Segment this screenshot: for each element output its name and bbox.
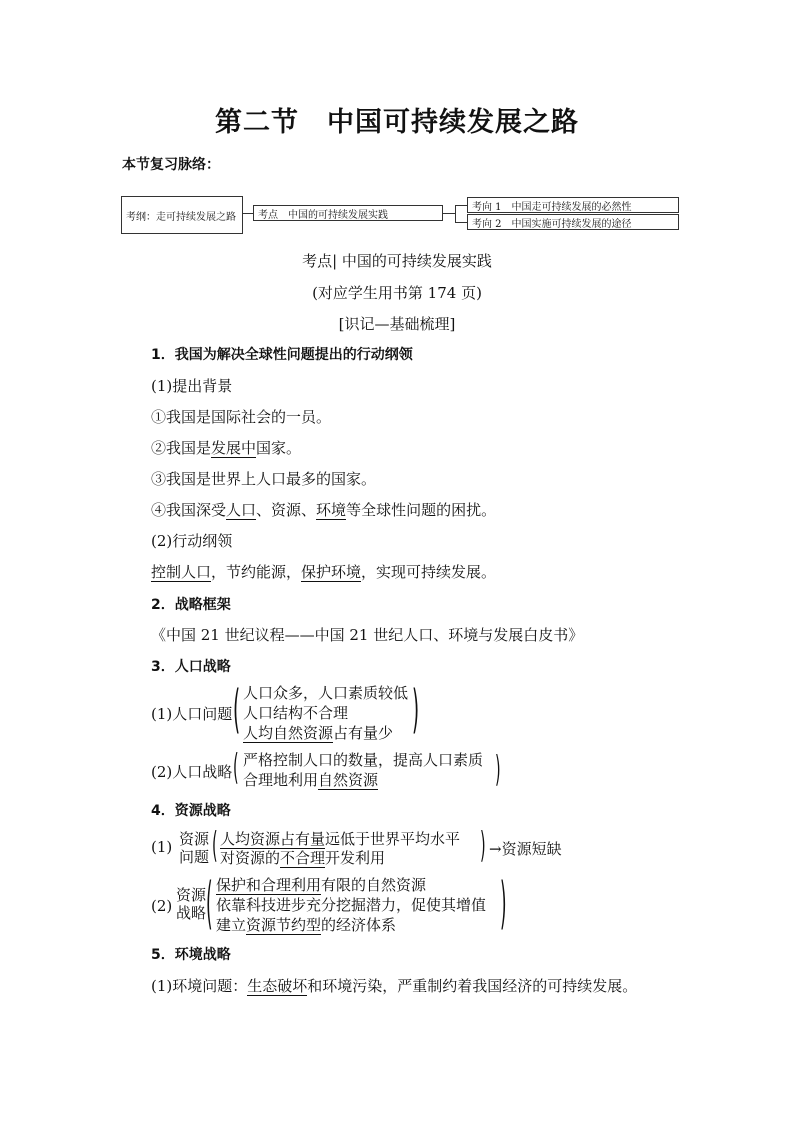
s4-label-2a: 资源 bbox=[176, 886, 207, 904]
diagram-connector bbox=[243, 213, 253, 214]
s3-problem-2: 人口结构不合理 bbox=[243, 704, 349, 722]
s4-problem-2 bbox=[220, 847, 385, 868]
text: ，实现可持续发展。 bbox=[361, 563, 497, 581]
text: ④我国深受 bbox=[151, 501, 227, 519]
text: ，节约能源， bbox=[211, 563, 302, 581]
text: 合理地利用 bbox=[243, 771, 319, 789]
underlined-text: 保护环境 bbox=[301, 563, 362, 581]
s4-label-1a: 资源 bbox=[179, 830, 210, 848]
diagram-connector bbox=[455, 205, 467, 206]
s1-program-text bbox=[151, 561, 496, 582]
section-header: 考点| 中国的可持续发展实践 bbox=[302, 252, 492, 270]
text: 和环境污染，严重制约着我国经济的可持续发展。 bbox=[307, 977, 638, 995]
s1-item-4 bbox=[151, 499, 496, 520]
text: 有限的自然资源 bbox=[321, 876, 427, 894]
diagram-direction-box-2 bbox=[467, 214, 679, 230]
diagram-direction-text-2: 考向 2 中国实施可持续发展的途径 bbox=[472, 218, 632, 230]
diagram-direction-text-1: 考向 1 中国走可持续发展的必然性 bbox=[472, 201, 632, 213]
s4-strategy-3 bbox=[216, 914, 396, 935]
underlined-text: 环境 bbox=[316, 501, 347, 519]
text: 建立 bbox=[216, 916, 247, 934]
text: 占有量少 bbox=[333, 724, 394, 742]
text: 开发利用 bbox=[325, 849, 386, 867]
s1-sub-program: (2)行动纲领 bbox=[151, 532, 233, 550]
diagram-connector bbox=[443, 213, 455, 214]
underlined-text: 生态破坏 bbox=[247, 977, 308, 995]
s1-sub-background: (1)提出背景 bbox=[151, 377, 233, 395]
diagram-outline-text: 考纲：走可持续发展之路 bbox=[126, 211, 236, 223]
s3-problem-label: (1)人口问题 bbox=[151, 705, 233, 723]
underlined-text: 控制人口 bbox=[151, 563, 212, 581]
section-tag: [识记—基础梳理] bbox=[338, 315, 456, 333]
diagram-connector bbox=[455, 205, 456, 222]
s5-heading: 5．环境战略 bbox=[151, 947, 231, 963]
text: 的经济体系 bbox=[321, 916, 397, 934]
s4-strategy-1 bbox=[216, 874, 426, 895]
s5-text bbox=[151, 975, 637, 996]
s3-problem-1: 人口众多，人口素质较低 bbox=[243, 684, 409, 702]
text: 等全球性问题的困扰。 bbox=[346, 501, 497, 519]
text: 远低于世界平均水平 bbox=[325, 830, 461, 848]
text: 国家。 bbox=[256, 439, 302, 457]
left-brace-icon: ( bbox=[233, 680, 241, 740]
underlined-text: 资源节约型 bbox=[246, 916, 322, 934]
left-brace-icon: ( bbox=[233, 747, 239, 788]
underlined-text: 人均自然资源 bbox=[243, 724, 334, 742]
s2-text: 《中国 21 世纪议程——中国 21 世纪人口、环境与发展白皮书》 bbox=[151, 626, 584, 644]
diagram-point-text: 考点 中国的可持续发展实践 bbox=[258, 209, 388, 221]
underlined-text: 发展中 bbox=[211, 439, 257, 457]
text: ②我国是 bbox=[151, 439, 212, 457]
left-brace-icon: ( bbox=[206, 871, 213, 936]
right-brace-icon: ) bbox=[412, 680, 420, 740]
s4-label-1b: 问题 bbox=[179, 848, 210, 866]
right-brace-icon: ) bbox=[480, 825, 486, 866]
s4-problem-1 bbox=[220, 828, 460, 849]
s4-strategy-2: 依靠科技进步充分挖掘潜力，促使其增值 bbox=[216, 896, 487, 914]
underlined-text: 人口 bbox=[226, 501, 257, 519]
s4-label-2b: 战略 bbox=[176, 904, 207, 922]
s4-result bbox=[489, 838, 562, 859]
s3-strategy-2 bbox=[243, 769, 378, 790]
text: 对资源的 bbox=[220, 849, 281, 867]
right-brace-icon: ) bbox=[495, 749, 501, 790]
text: 资源短缺 bbox=[501, 840, 562, 858]
right-brace-icon: ) bbox=[500, 871, 507, 936]
s4-number-2: (2) bbox=[151, 897, 173, 915]
s1-heading: 1．我国为解决全球性问题提出的行动纲领 bbox=[151, 347, 413, 363]
underlined-text: 不合理 bbox=[280, 849, 326, 867]
s3-strategy-1: 严格控制人口的数量，提高人口素质 bbox=[243, 751, 484, 769]
text: (1)环境问题： bbox=[151, 977, 248, 995]
underlined-text: 保护和合理利用 bbox=[216, 876, 322, 894]
s1-item-2 bbox=[151, 437, 301, 458]
s4-number-1: (1) bbox=[151, 838, 173, 856]
diagram-outline-box bbox=[121, 196, 243, 234]
arrow-right-icon: → bbox=[489, 840, 502, 858]
s3-problem-3 bbox=[243, 722, 393, 743]
underlined-text: 人均资源占有量 bbox=[220, 830, 326, 848]
underlined-text: 自然资源 bbox=[318, 771, 379, 789]
diagram-point-box bbox=[253, 205, 443, 221]
left-brace-icon: ( bbox=[212, 825, 218, 866]
text: 、资源、 bbox=[256, 501, 317, 519]
s1-item-3: ③我国是世界上人口最多的国家。 bbox=[151, 470, 377, 488]
diagram-connector bbox=[455, 222, 467, 223]
s3-strategy-label: (2)人口战略 bbox=[151, 763, 233, 781]
s2-heading: 2．战略框架 bbox=[151, 597, 231, 613]
s1-item-1: ①我国是国际社会的一员。 bbox=[151, 408, 332, 426]
s4-heading: 4．资源战略 bbox=[151, 803, 231, 819]
s3-heading: 3．人口战略 bbox=[151, 659, 231, 675]
review-label: 本节复习脉络： bbox=[122, 157, 220, 173]
page-title: 第二节 中国可持续发展之路 bbox=[215, 107, 579, 138]
section-reference: (对应学生用书第 174 页) bbox=[312, 284, 482, 302]
diagram-direction-box-1 bbox=[467, 197, 679, 213]
